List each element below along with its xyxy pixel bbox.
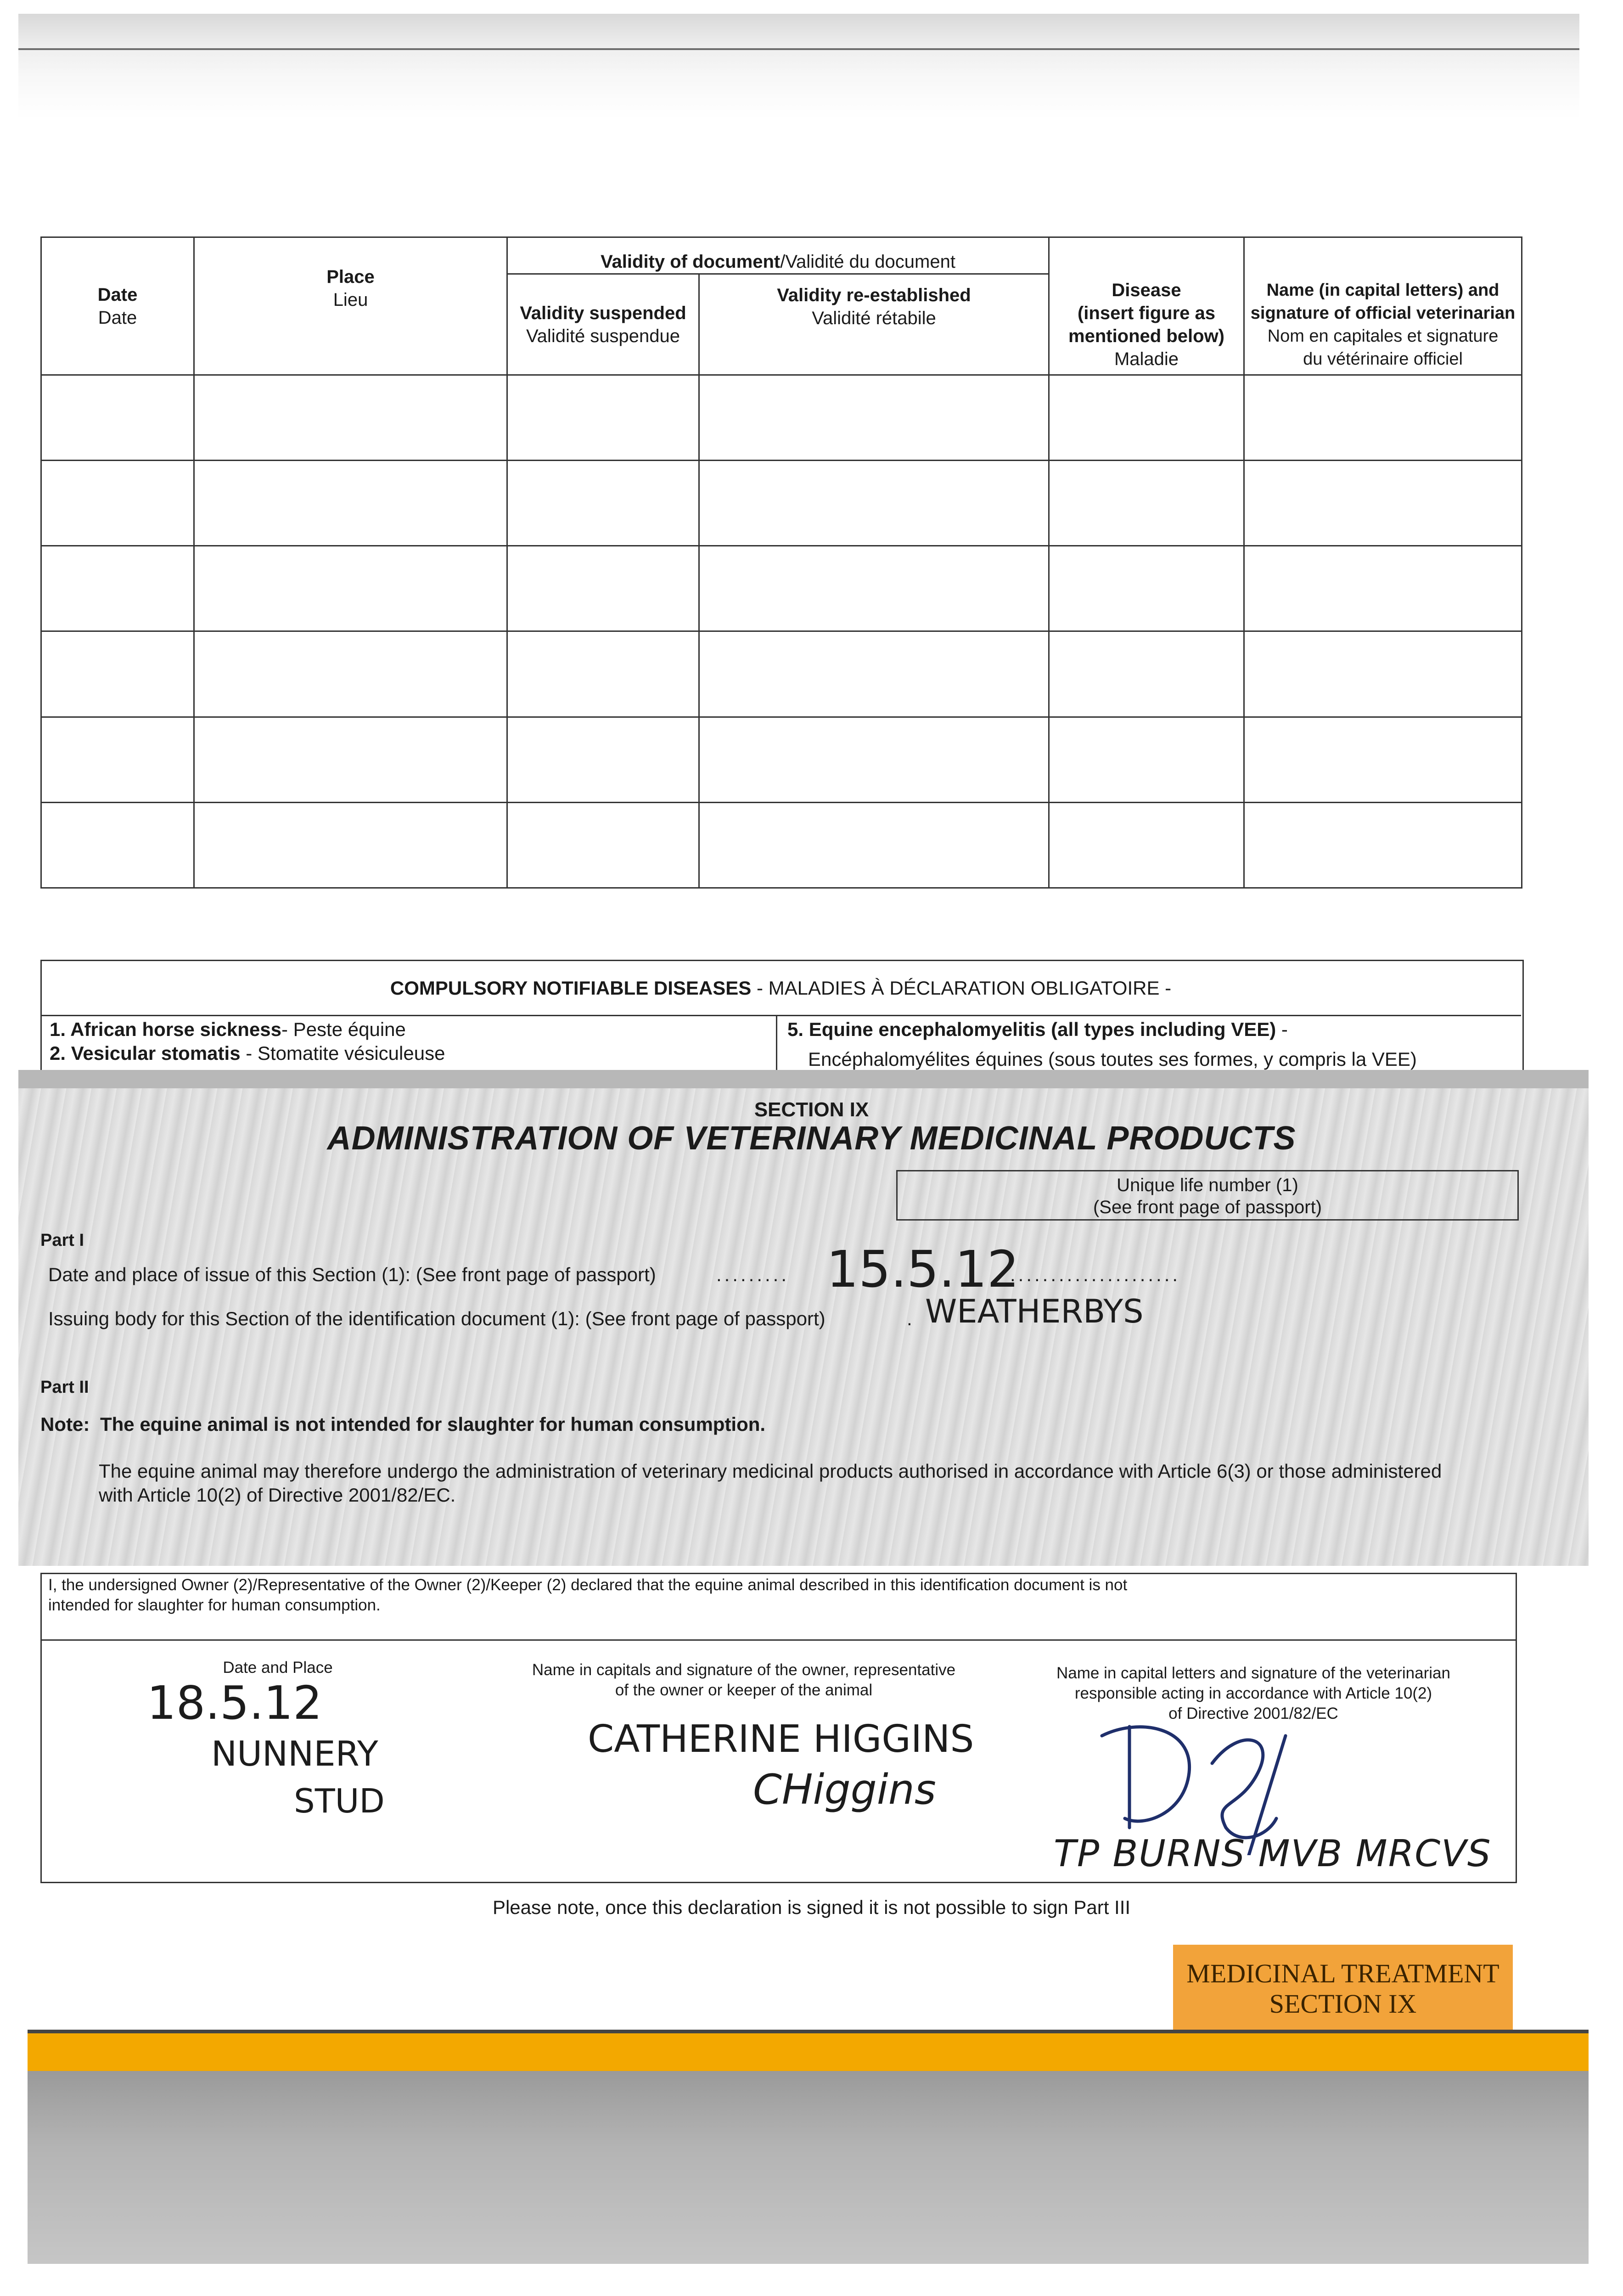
header-validity-en: Validity of document (601, 252, 781, 272)
header-name-en-1: Name (in capital letters) and (1266, 281, 1499, 300)
header-disease-en-3: mentioned below) (1068, 326, 1224, 346)
note-paragraph-1: The equine animal may therefore undergo the administration of veterinary medicinal products authorised in accordance with Article 6(3) or those administered (99, 1460, 1442, 1482)
header-suspended-en: Validity suspended (520, 303, 686, 323)
divider (40, 1015, 1521, 1016)
fold-shadow (18, 1070, 1589, 1088)
divider (40, 1639, 1516, 1641)
disease-item-5: 5. Equine encephalomyelitis (all types including VEE) - (787, 1019, 1288, 1040)
section-title: ADMINISTRATION OF VETERINARY MEDICINAL PRODUCTS (327, 1120, 1296, 1157)
disease-item-5-fr: Encéphalomyélites équines (sous toutes ses formes, y compris la VEE) (808, 1048, 1417, 1070)
note-paragraph-2: with Article 10(2) of Directive 2001/82/EC. (99, 1484, 456, 1506)
header-date-en: Date (97, 284, 138, 305)
dotted-leader: ......... (716, 1264, 790, 1285)
declaration-place-1[interactable]: NUNNERY (211, 1733, 378, 1774)
owner-label: Name in capitals and signature of the owner, representative of the owner or keeper of the animal (532, 1661, 956, 1699)
owner-name[interactable]: CATHERINE HIGGINS (588, 1717, 974, 1761)
validity-table (40, 236, 1522, 889)
tab-line-2: SECTION IX (1269, 1989, 1417, 2019)
issue-date-value[interactable]: 15.5.12 (826, 1240, 1019, 1299)
header-suspended (507, 274, 699, 375)
vet-name[interactable]: TP BURNS MVB MRCVS (1054, 1832, 1492, 1875)
header-reestablished-fr: Validité rétabile (812, 308, 936, 328)
uln-label-1: Unique life number (1) (1117, 1175, 1298, 1195)
scan-shadow-top (18, 14, 1579, 119)
tab-line-1: MEDICINAL TREATMENT (1186, 1958, 1499, 1988)
date-place-label: Date and Place (223, 1659, 333, 1677)
header-place-fr: Lieu (333, 290, 368, 310)
scan-line-top (18, 48, 1579, 50)
issue-date-label: Date and place of issue of this Section (1): (See front page of passport) (48, 1264, 656, 1285)
declaration-place-2[interactable]: STUD (294, 1782, 385, 1820)
declaration-text: I, the undersigned Owner (2)/Representative of the Owner (2)/Keeper (2) declared that the equine animal described in this identification document is not intended for slaughter for human consumption. (48, 1576, 1128, 1614)
header-name-fr-2: du vétérinaire officiel (1303, 349, 1463, 369)
header-date (41, 237, 194, 375)
header-vet-name (1244, 237, 1522, 375)
disease-item-2: 2. Vesicular stomatis - Stomatite vésiculeuse (50, 1042, 445, 1064)
header-suspended-fr: Validité suspendue (526, 326, 680, 346)
header-place-en: Place (326, 267, 375, 287)
header-disease-en-1: Disease (1112, 280, 1181, 300)
owner-signature[interactable]: CHiggins (753, 1766, 936, 1814)
orange-band (28, 2030, 1589, 2075)
section-tab[interactable] (1173, 1945, 1513, 2032)
grey-band (28, 2071, 1589, 2264)
header-name-en-2: signature of official veterinarian (1250, 304, 1516, 323)
table-row (41, 631, 1522, 717)
table-row (41, 802, 1522, 888)
unique-life-number-box[interactable] (896, 1170, 1519, 1221)
table-row (41, 717, 1522, 802)
issuing-body-label: Issuing body for this Section of the identification document (1): (See front page of passport) (48, 1308, 826, 1329)
part-1-label: Part I (40, 1231, 84, 1250)
table-row (41, 375, 1522, 461)
notifiable-diseases-title (40, 977, 1521, 999)
header-disease-en-2: (insert figure as (1077, 303, 1216, 323)
footer-note: Please note, once this declaration is signed it is not possible to sign Part III (492, 1896, 1131, 1918)
part-2-label: Part II (40, 1378, 89, 1397)
header-disease-fr: Maladie (1114, 349, 1179, 369)
issuing-body-value[interactable]: WEATHERBYS (925, 1293, 1144, 1330)
disease-item-1: 1. African horse sickness- Peste équine (50, 1019, 406, 1040)
dotted-leader: . (907, 1308, 912, 1329)
note-text: The equine animal is not intended for slaughter for human consumption. (100, 1413, 766, 1435)
table-row (41, 546, 1522, 631)
notifiable-title-fr: - MALADIES À DÉCLARATION OBLIGATOIRE - (751, 977, 1172, 999)
header-reestablished-en: Validity re-established (777, 285, 971, 305)
header-reestablished (699, 274, 1049, 375)
header-validity (507, 237, 1049, 274)
vet-label: Name in capital letters and signature of the veterinarian responsible acting in accordance with Article 10(2) of Directive 2001/82/EC (1056, 1664, 1450, 1722)
header-name-fr-1: Nom en capitales et signature (1267, 326, 1499, 346)
header-disease (1049, 237, 1244, 375)
declaration-date[interactable]: 18.5.12 (147, 1676, 322, 1730)
note-label: Note: (40, 1413, 90, 1435)
header-place (194, 237, 507, 375)
uln-label-2: (See front page of passport) (1093, 1197, 1322, 1217)
dotted-leader: ..................... (1010, 1264, 1181, 1285)
section-number: SECTION IX (754, 1098, 869, 1121)
header-validity-fr: /Validité du document (780, 252, 955, 272)
table-row (41, 461, 1522, 546)
header-date-fr: Date (98, 307, 137, 328)
notifiable-title-en: COMPULSORY NOTIFIABLE DISEASES (390, 977, 752, 999)
